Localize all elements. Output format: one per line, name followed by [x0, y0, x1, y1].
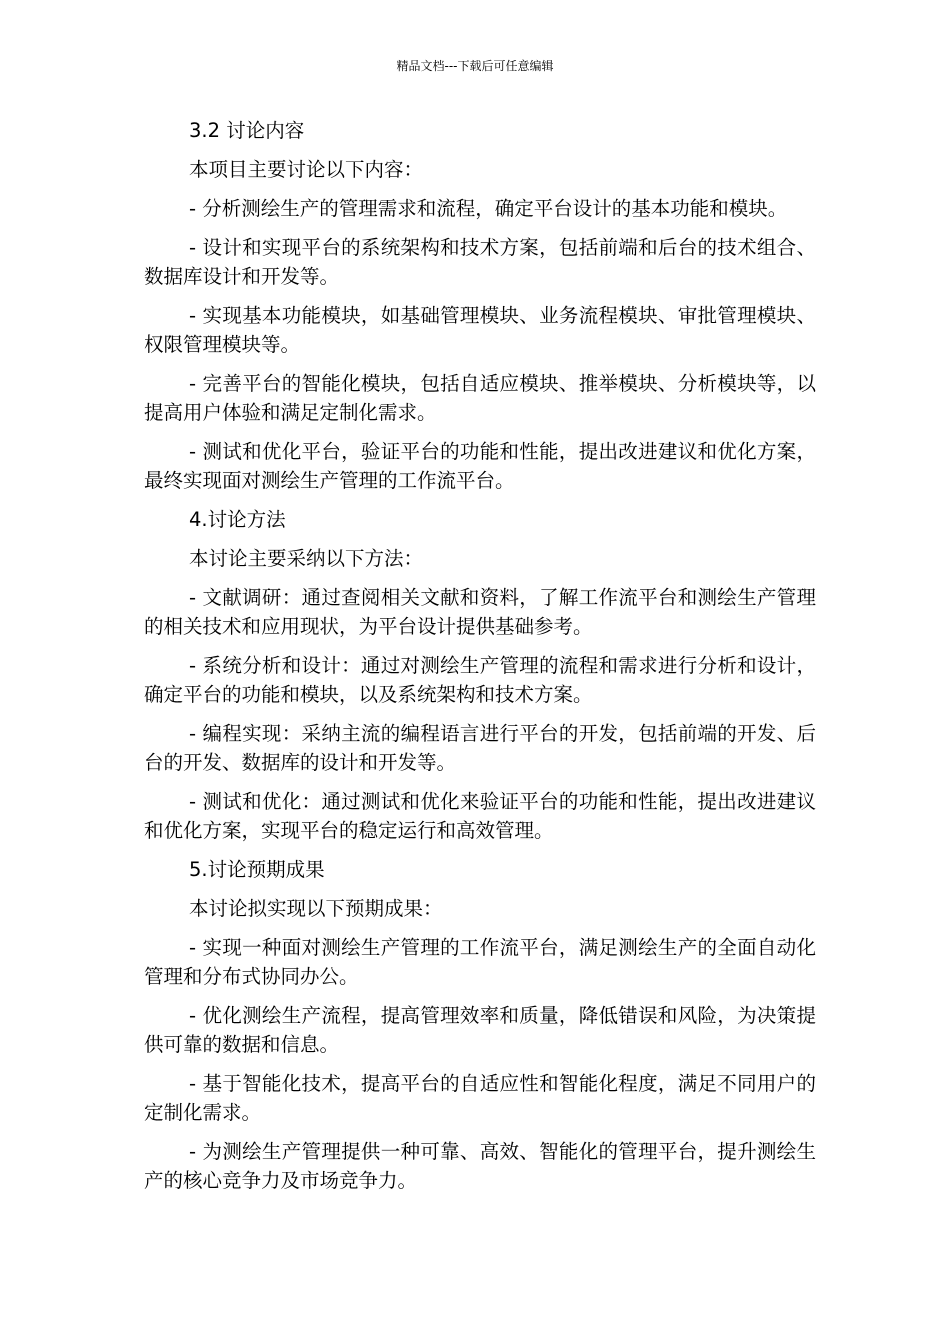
section-heading: 5.讨论预期成果	[189, 858, 325, 881]
list-item: - 完善平台的智能化模块，包括自适应模块、推举模块、分析模块等，以提高用户体验和满足定制化需求。	[144, 372, 816, 424]
list-item: - 测试和优化：通过测试和优化来验证平台的功能和性能，提出改进建议和优化方案，实现平台的稳定运行和高效管理。	[144, 790, 816, 842]
section-intro: 本讨论主要采纳以下方法：	[189, 547, 424, 570]
section-intro: 本讨论拟实现以下预期成果：	[189, 897, 443, 920]
list-item: - 为测绘生产管理提供一种可靠、高效、智能化的管理平台，提升测绘生产的核心竞争力及市场竞争力。	[144, 1140, 816, 1192]
section-heading: 3.2 讨论内容	[189, 119, 305, 142]
list-item: - 实现基本功能模块，如基础管理模块、业务流程模块、审批管理模块、权限管理模块等。	[144, 304, 816, 356]
list-item: - 文献调研：通过查阅相关文献和资料，了解工作流平台和测绘生产管理的相关技术和应用现状，为平台设计提供基础参考。	[144, 586, 816, 638]
document-body	[144, 116, 816, 1205]
page-header: 精品文档---下载后可任意编辑	[396, 59, 554, 73]
list-item: - 分析测绘生产的管理需求和流程，确定平台设计的基本功能和模块。	[189, 197, 788, 220]
section-intro: 本项目主要讨论以下内容：	[189, 158, 424, 181]
list-item: - 编程实现：采纳主流的编程语言进行平台的开发，包括前端的开发、后台的开发、数据库的设计和开发等。	[144, 722, 816, 774]
list-item: - 测试和优化平台，验证平台的功能和性能，提出改进建议和优化方案，最终实现面对测绘生产管理的工作流平台。	[144, 440, 816, 492]
section-heading: 4.讨论方法	[189, 508, 286, 531]
list-item: - 实现一种面对测绘生产管理的工作流平台，满足测绘生产的全面自动化管理和分布式协同办公。	[144, 936, 816, 988]
list-item: - 设计和实现平台的系统架构和技术方案，包括前端和后台的技术组合、数据库设计和开发等。	[144, 236, 816, 288]
list-item: - 基于智能化技术，提高平台的自适应性和智能化程度，满足不同用户的定制化需求。	[144, 1072, 816, 1124]
list-item: - 系统分析和设计：通过对测绘生产管理的流程和需求进行分析和设计，确定平台的功能和模块，以及系统架构和技术方案。	[144, 654, 816, 706]
list-item: - 优化测绘生产流程，提高管理效率和质量，降低错误和风险，为决策提供可靠的数据和信息。	[144, 1004, 816, 1056]
